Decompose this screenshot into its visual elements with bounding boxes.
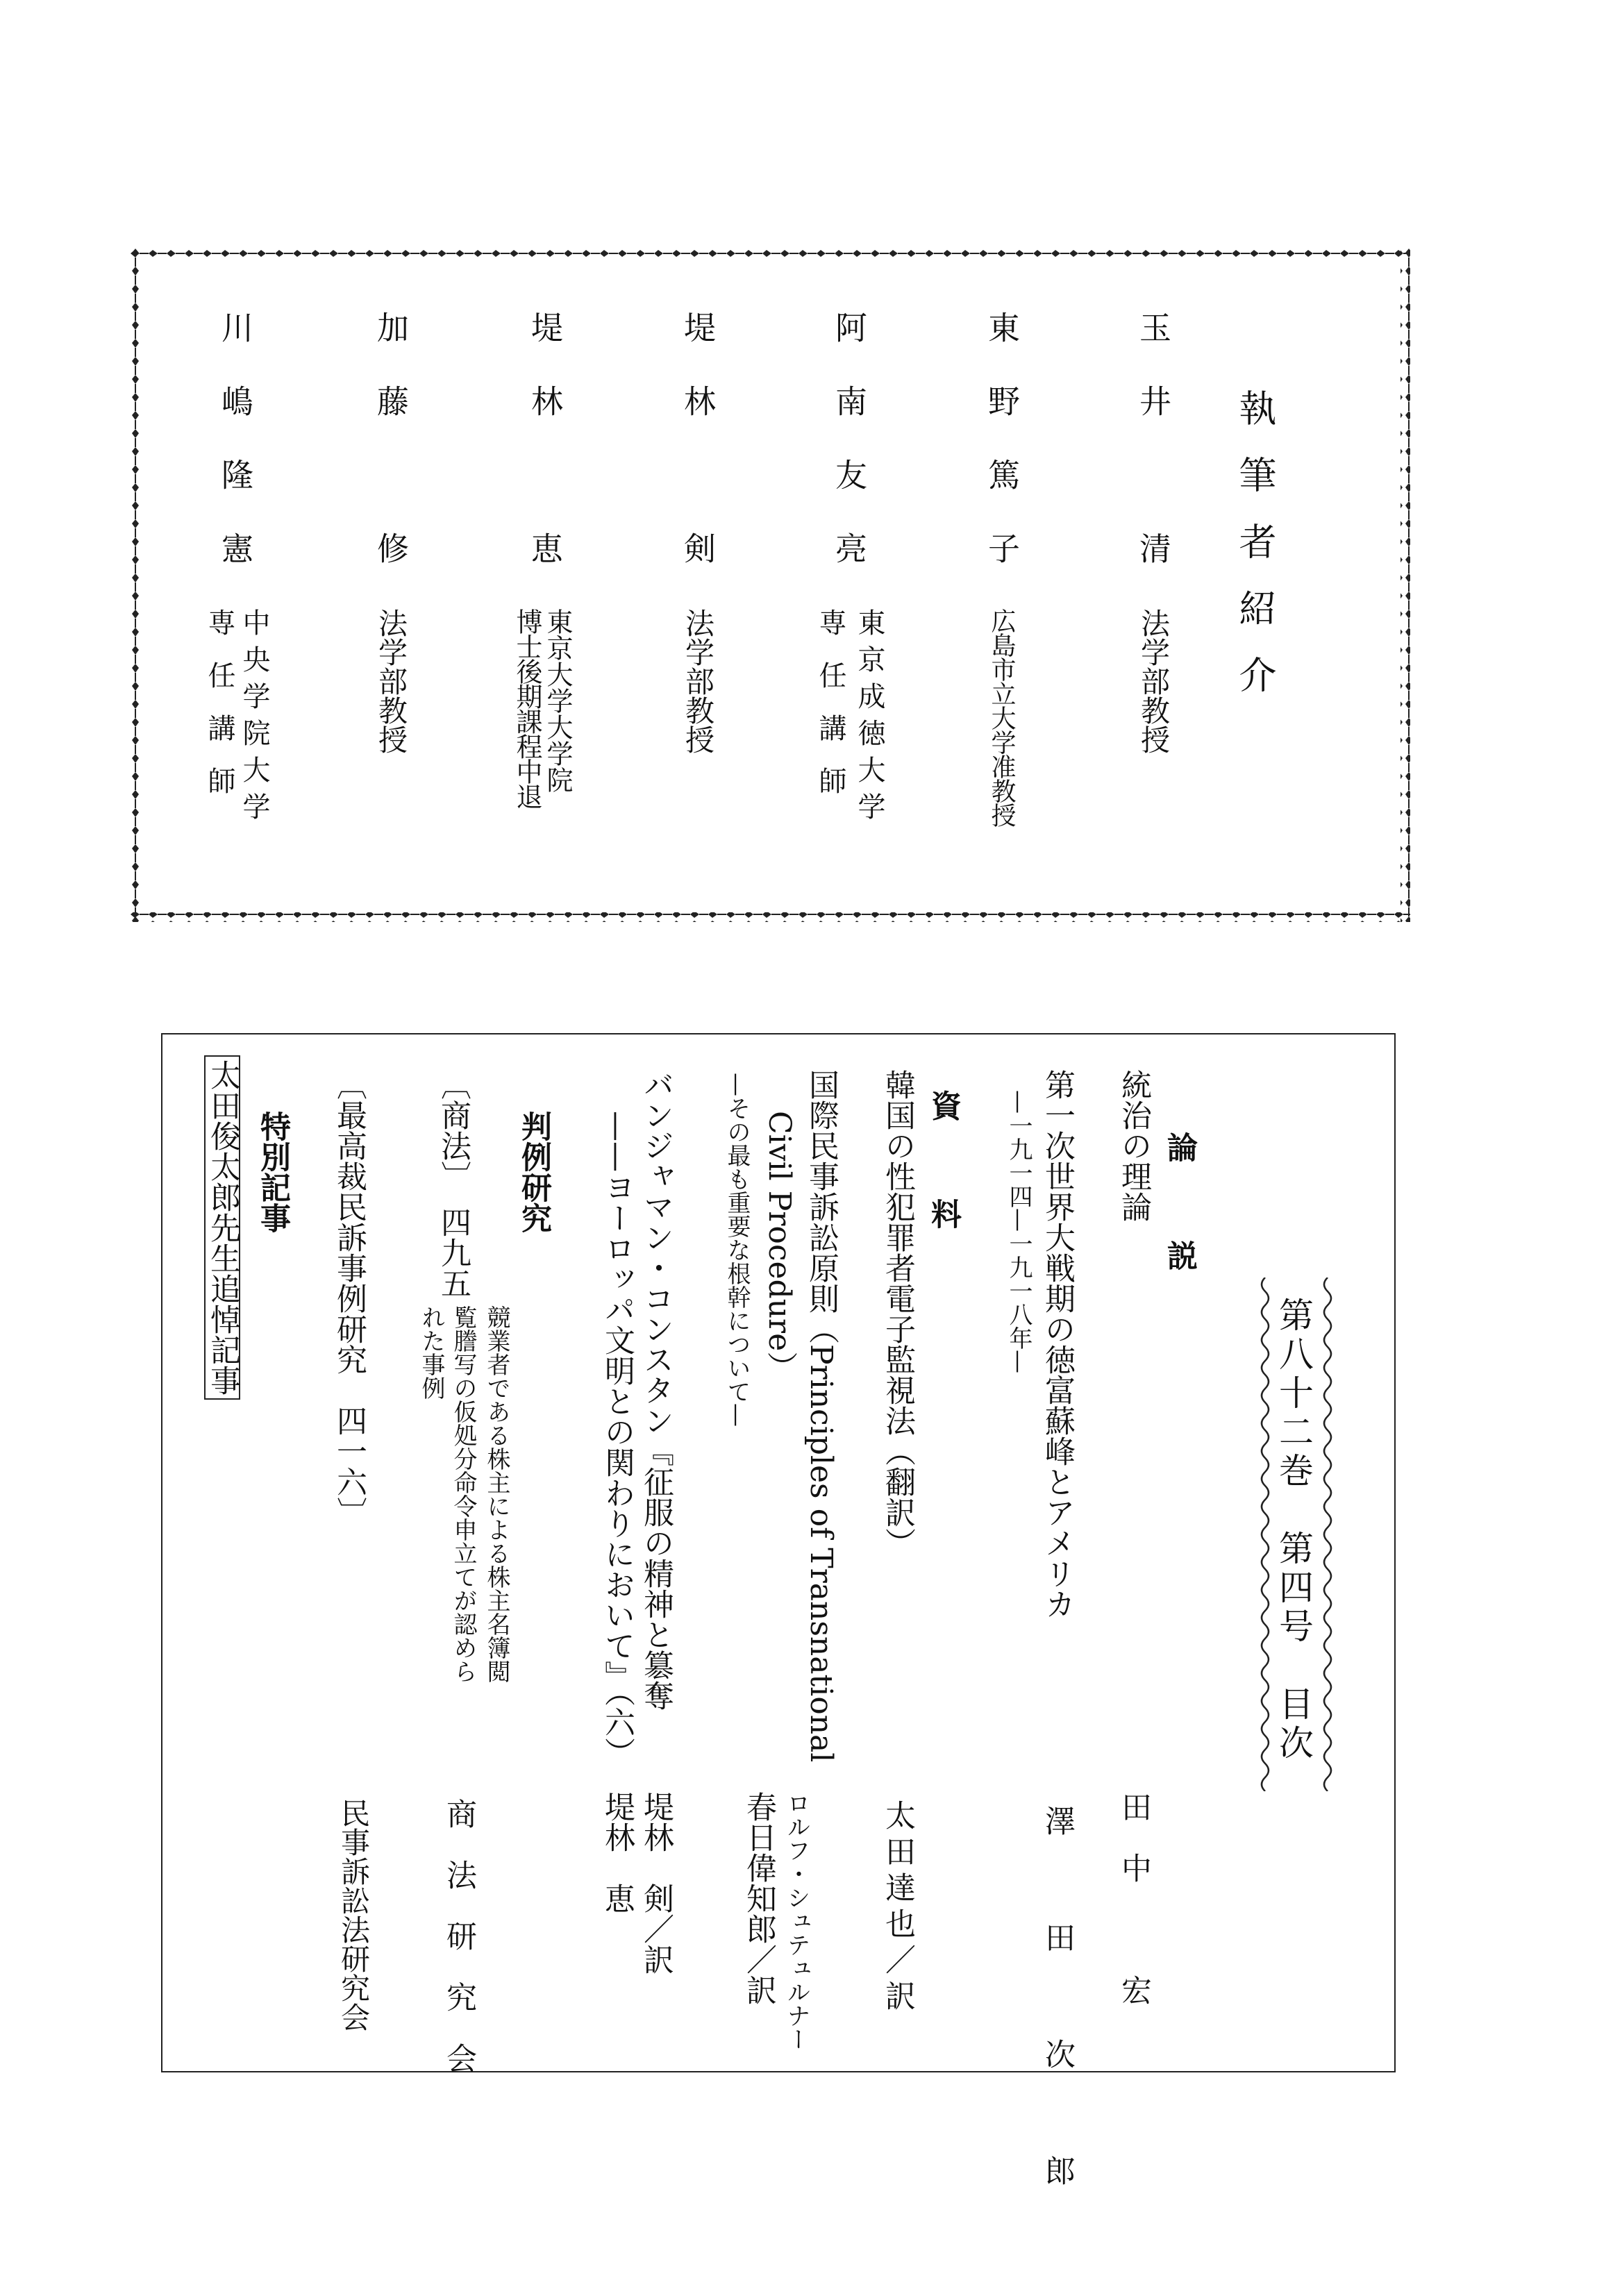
- contributor-name: 堤林 剣: [679, 311, 717, 605]
- contributor-affiliation: 広島市立大学准教授: [987, 608, 1016, 827]
- toc-item-author: 商 法 研 究 会: [441, 1798, 476, 2073]
- contributors-title: 執筆者紹介: [1233, 389, 1277, 722]
- toc-item-title-line2: Civil Procedure）: [762, 1111, 797, 1382]
- section-heading-shiryo: 資 料: [926, 1090, 961, 1252]
- memorial-title-box: 太田俊太郎先生追悼記事: [204, 1055, 240, 1400]
- contributor-name: 堤林 恵: [526, 311, 564, 605]
- toc-item-author: 澤 田 次 郎: [1039, 1805, 1075, 2213]
- toc-item-description: 競業者である株主による株主名簿閲: [483, 1305, 510, 1683]
- contributor-affiliation: 東京成徳大学: [853, 608, 885, 829]
- section-heading-hanrei: 判例研究: [516, 1111, 551, 1233]
- contributor-affiliation-line2: 専任講師: [203, 608, 235, 819]
- decorative-border: [131, 249, 1410, 922]
- toc-item-subtitle: ——ヨーロッパ文明との関わりにおいて』（六）: [599, 1111, 635, 1768]
- contributor-name: 東野篤子: [983, 311, 1021, 605]
- contributor-affiliation-line2: 博士後期課程中退: [512, 608, 542, 808]
- toc-item-title[interactable]: バンジャマン・コンスタン『征服の精神と簒奪: [638, 1069, 674, 1711]
- toc-item-title[interactable]: 統治の理論: [1116, 1069, 1151, 1222]
- toc-item-description-line3: れた事例: [417, 1305, 445, 1400]
- contributor-affiliation: 法学部教授: [681, 608, 715, 754]
- toc-item-author: ロルフ・シュテュルナー: [783, 1791, 810, 2051]
- toc-item-title[interactable]: 国際民事訴訟原則（Principles of Transnational: [803, 1069, 839, 1763]
- contributor-name: 加藤 修: [372, 311, 410, 605]
- toc-item-description-line2: 覧謄写の仮処分命令申立てが認めら: [449, 1305, 477, 1683]
- toc-item-author: 田 中 宏: [1116, 1791, 1151, 2005]
- toc-item-author: 堤林 剣／訳: [638, 1791, 674, 1975]
- toc-title: 第八十二巻 第四号 目次: [1273, 1297, 1314, 1763]
- contributor-affiliation: 法学部教授: [374, 608, 408, 754]
- toc-item-subtitle: —その最も重要な根幹について—: [723, 1073, 751, 1427]
- section-heading-ronsetsu: 論 説: [1162, 1132, 1197, 1294]
- contributors-box: [131, 249, 1410, 922]
- toc-item-title[interactable]: [204, 1055, 240, 1400]
- contributor-name: 阿南友亮: [830, 311, 868, 605]
- contributor-affiliation: 東京大学大学院: [542, 608, 573, 793]
- toc-item-label[interactable]: 〔最高裁民訴事例研究 四一六〕: [331, 1069, 367, 1527]
- section-heading-tokubetsu: 特別記事: [255, 1111, 290, 1233]
- toc-item-title[interactable]: 韓国の性犯罪者電子監視法（翻訳）: [880, 1069, 915, 1558]
- contributor-affiliation-line2: 専任講師: [814, 608, 846, 819]
- toc-item-author-2: 堤林 恵: [599, 1791, 635, 1913]
- contributor-name: 玉井 清: [1135, 311, 1172, 605]
- toc-item-label[interactable]: 〔商法〕 四九五: [435, 1069, 471, 1298]
- toc-item-title[interactable]: 第一次世界大戦期の徳富蘇峰とアメリカ: [1039, 1069, 1075, 1619]
- toc-item-translator: 春日偉知郎／訳: [741, 1791, 776, 2005]
- contributor-affiliation: 中央学院大学: [238, 608, 270, 829]
- toc-item-subtitle: —一九一四—一九一八年—: [1005, 1090, 1032, 1373]
- toc-item-author: 民事訴訟法研究会: [337, 1798, 371, 2031]
- contributor-affiliation: 法学部教授: [1137, 608, 1171, 754]
- contributor-name: 川嶋隆憲: [217, 311, 254, 605]
- toc-item-author: 太田達也／訳: [880, 1800, 915, 2016]
